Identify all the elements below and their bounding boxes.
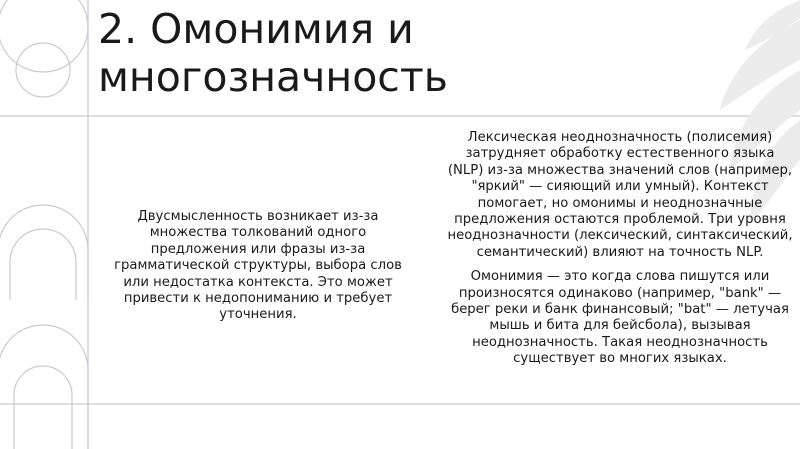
right-text-column — [446, 130, 794, 376]
slide-title: 2. Омонимия и многозначность — [98, 5, 448, 101]
arch-middle — [10, 229, 76, 300]
left-paragraph: Двусмысленность возникает из-за множества толкований одного предложения или фразы из-за грамматической структуры, выбора слов или недостатка контекста. Это может привести к недопониманию и требует уточнения. — [114, 209, 402, 323]
left-text-column — [112, 209, 404, 324]
arch-lower — [0, 325, 88, 449]
arch-lower-inner — [14, 366, 72, 449]
right-paragraph-1: Лексическая неоднозначность (полисемия) затрудняет обработку естественного языка (NLP) из-за множества значений слов (например, "яркий" — сияющий или умный). Контекст помогает, но омонимы и неоднозначные предложения остаются проблемой. Три уровня неоднозначности (лексический, синтаксический, семантический) влияют на точность NLP. — [447, 130, 793, 260]
right-paragraph-2: Омонимия — это когда слова пишутся или произносятся одинаково (например, "bank" — берег реки и банк финансовый; "bat" — летучая мышь и бита для бейсбола), вызывая неоднозначность. Такая неоднозначность существует во многих языках. — [451, 269, 789, 367]
circle-large — [0, 0, 88, 72]
circle-small — [16, 43, 70, 97]
